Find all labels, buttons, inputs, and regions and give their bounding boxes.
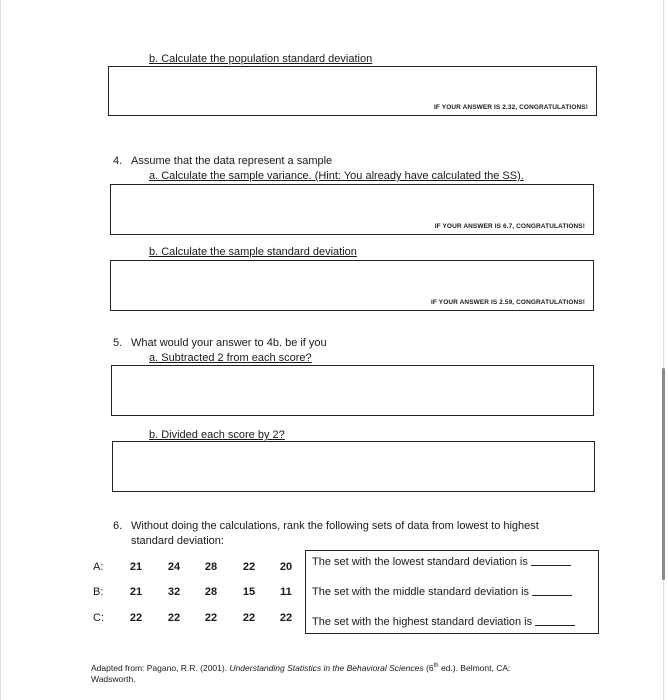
set-c-value: 22 xyxy=(242,612,256,624)
q5b-answer-box[interactable] xyxy=(112,441,595,492)
citation-footer xyxy=(91,661,591,685)
citation-edition-open: (6 xyxy=(423,662,434,673)
q3b-feedback: IF YOUR ANSWER IS 2.32, CONGRATULATIONS! xyxy=(434,104,588,111)
q5a-answer-box[interactable] xyxy=(111,365,594,416)
rank-highest-line xyxy=(312,616,575,628)
citation-title: Understanding Statistics in the Behavioral Sciences xyxy=(229,662,424,673)
set-c-value: 22 xyxy=(129,612,143,624)
q4-text: Assume that the data represent a sample xyxy=(131,155,333,167)
rank-lowest-line xyxy=(312,556,571,568)
set-b-value: 21 xyxy=(129,586,143,598)
q4a-label: a. Calculate the sample variance. (Hint: You already have calculated the SS). xyxy=(149,170,524,182)
rank-middle-line xyxy=(312,586,572,598)
ranking-box xyxy=(305,550,599,634)
set-b-value: 11 xyxy=(280,586,292,598)
q5b-label: b. Divided each score by 2? xyxy=(149,429,285,441)
set-a-value: 28 xyxy=(204,561,218,573)
q4b-label: b. Calculate the sample standard deviation xyxy=(149,246,357,258)
q6-text-line2: standard deviation: xyxy=(131,535,224,547)
q5-number: 5. xyxy=(113,337,123,349)
citation-line2: Wadsworth. xyxy=(91,673,136,684)
q3b-answer-box[interactable] xyxy=(108,66,597,116)
q4-number: 4. xyxy=(113,155,123,167)
set-b-value: 28 xyxy=(204,586,218,598)
q6-text-line1: Without doing the calculations, rank the following sets of data from lowest to highest xyxy=(131,520,539,532)
q4b-answer-box[interactable] xyxy=(110,260,594,311)
citation-prefix: Adapted from: Pagano, R.R. (2001). xyxy=(91,662,230,673)
rank-middle-text: The set with the middle standard deviation is xyxy=(312,586,530,598)
citation-suffix: ed.). Belmont, CA: xyxy=(438,662,511,673)
q4a-feedback: IF YOUR ANSWER IS 6.7, CONGRATULATIONS! xyxy=(434,223,585,230)
rank-lowest-blank[interactable] xyxy=(531,565,571,566)
set-c-value: 22 xyxy=(204,612,218,624)
q4a-answer-box[interactable] xyxy=(110,184,594,235)
set-c-value: 22 xyxy=(167,612,181,624)
set-a-value: 22 xyxy=(242,561,256,573)
rank-middle-blank[interactable] xyxy=(532,595,572,596)
set-a-value: 24 xyxy=(167,561,181,573)
set-c-label: C: xyxy=(93,612,104,624)
q6-number: 6. xyxy=(113,520,123,532)
q5-text: What would your answer to 4b. be if you xyxy=(131,337,327,349)
set-c-value: 22 xyxy=(279,612,293,624)
set-b-value: 15 xyxy=(242,586,256,598)
scrollbar-thumb[interactable] xyxy=(662,368,665,580)
citation-edition-sup: th xyxy=(433,663,439,669)
set-a-label: A: xyxy=(93,561,104,573)
q5a-label: a. Subtracted 2 from each score? xyxy=(149,352,312,364)
set-b-label: B: xyxy=(93,586,104,598)
rank-highest-text: The set with the highest standard deviation is xyxy=(312,616,533,628)
set-a-value: 21 xyxy=(129,561,143,573)
rank-highest-blank[interactable] xyxy=(535,625,575,626)
rank-lowest-text: The set with the lowest standard deviation is xyxy=(312,556,528,568)
set-b-value: 32 xyxy=(167,586,181,598)
set-a-value: 20 xyxy=(279,561,293,573)
q3b-label: b. Calculate the population standard deviation xyxy=(149,53,373,65)
q4b-feedback: IF YOUR ANSWER IS 2.59, CONGRATULATIONS! xyxy=(431,299,585,306)
